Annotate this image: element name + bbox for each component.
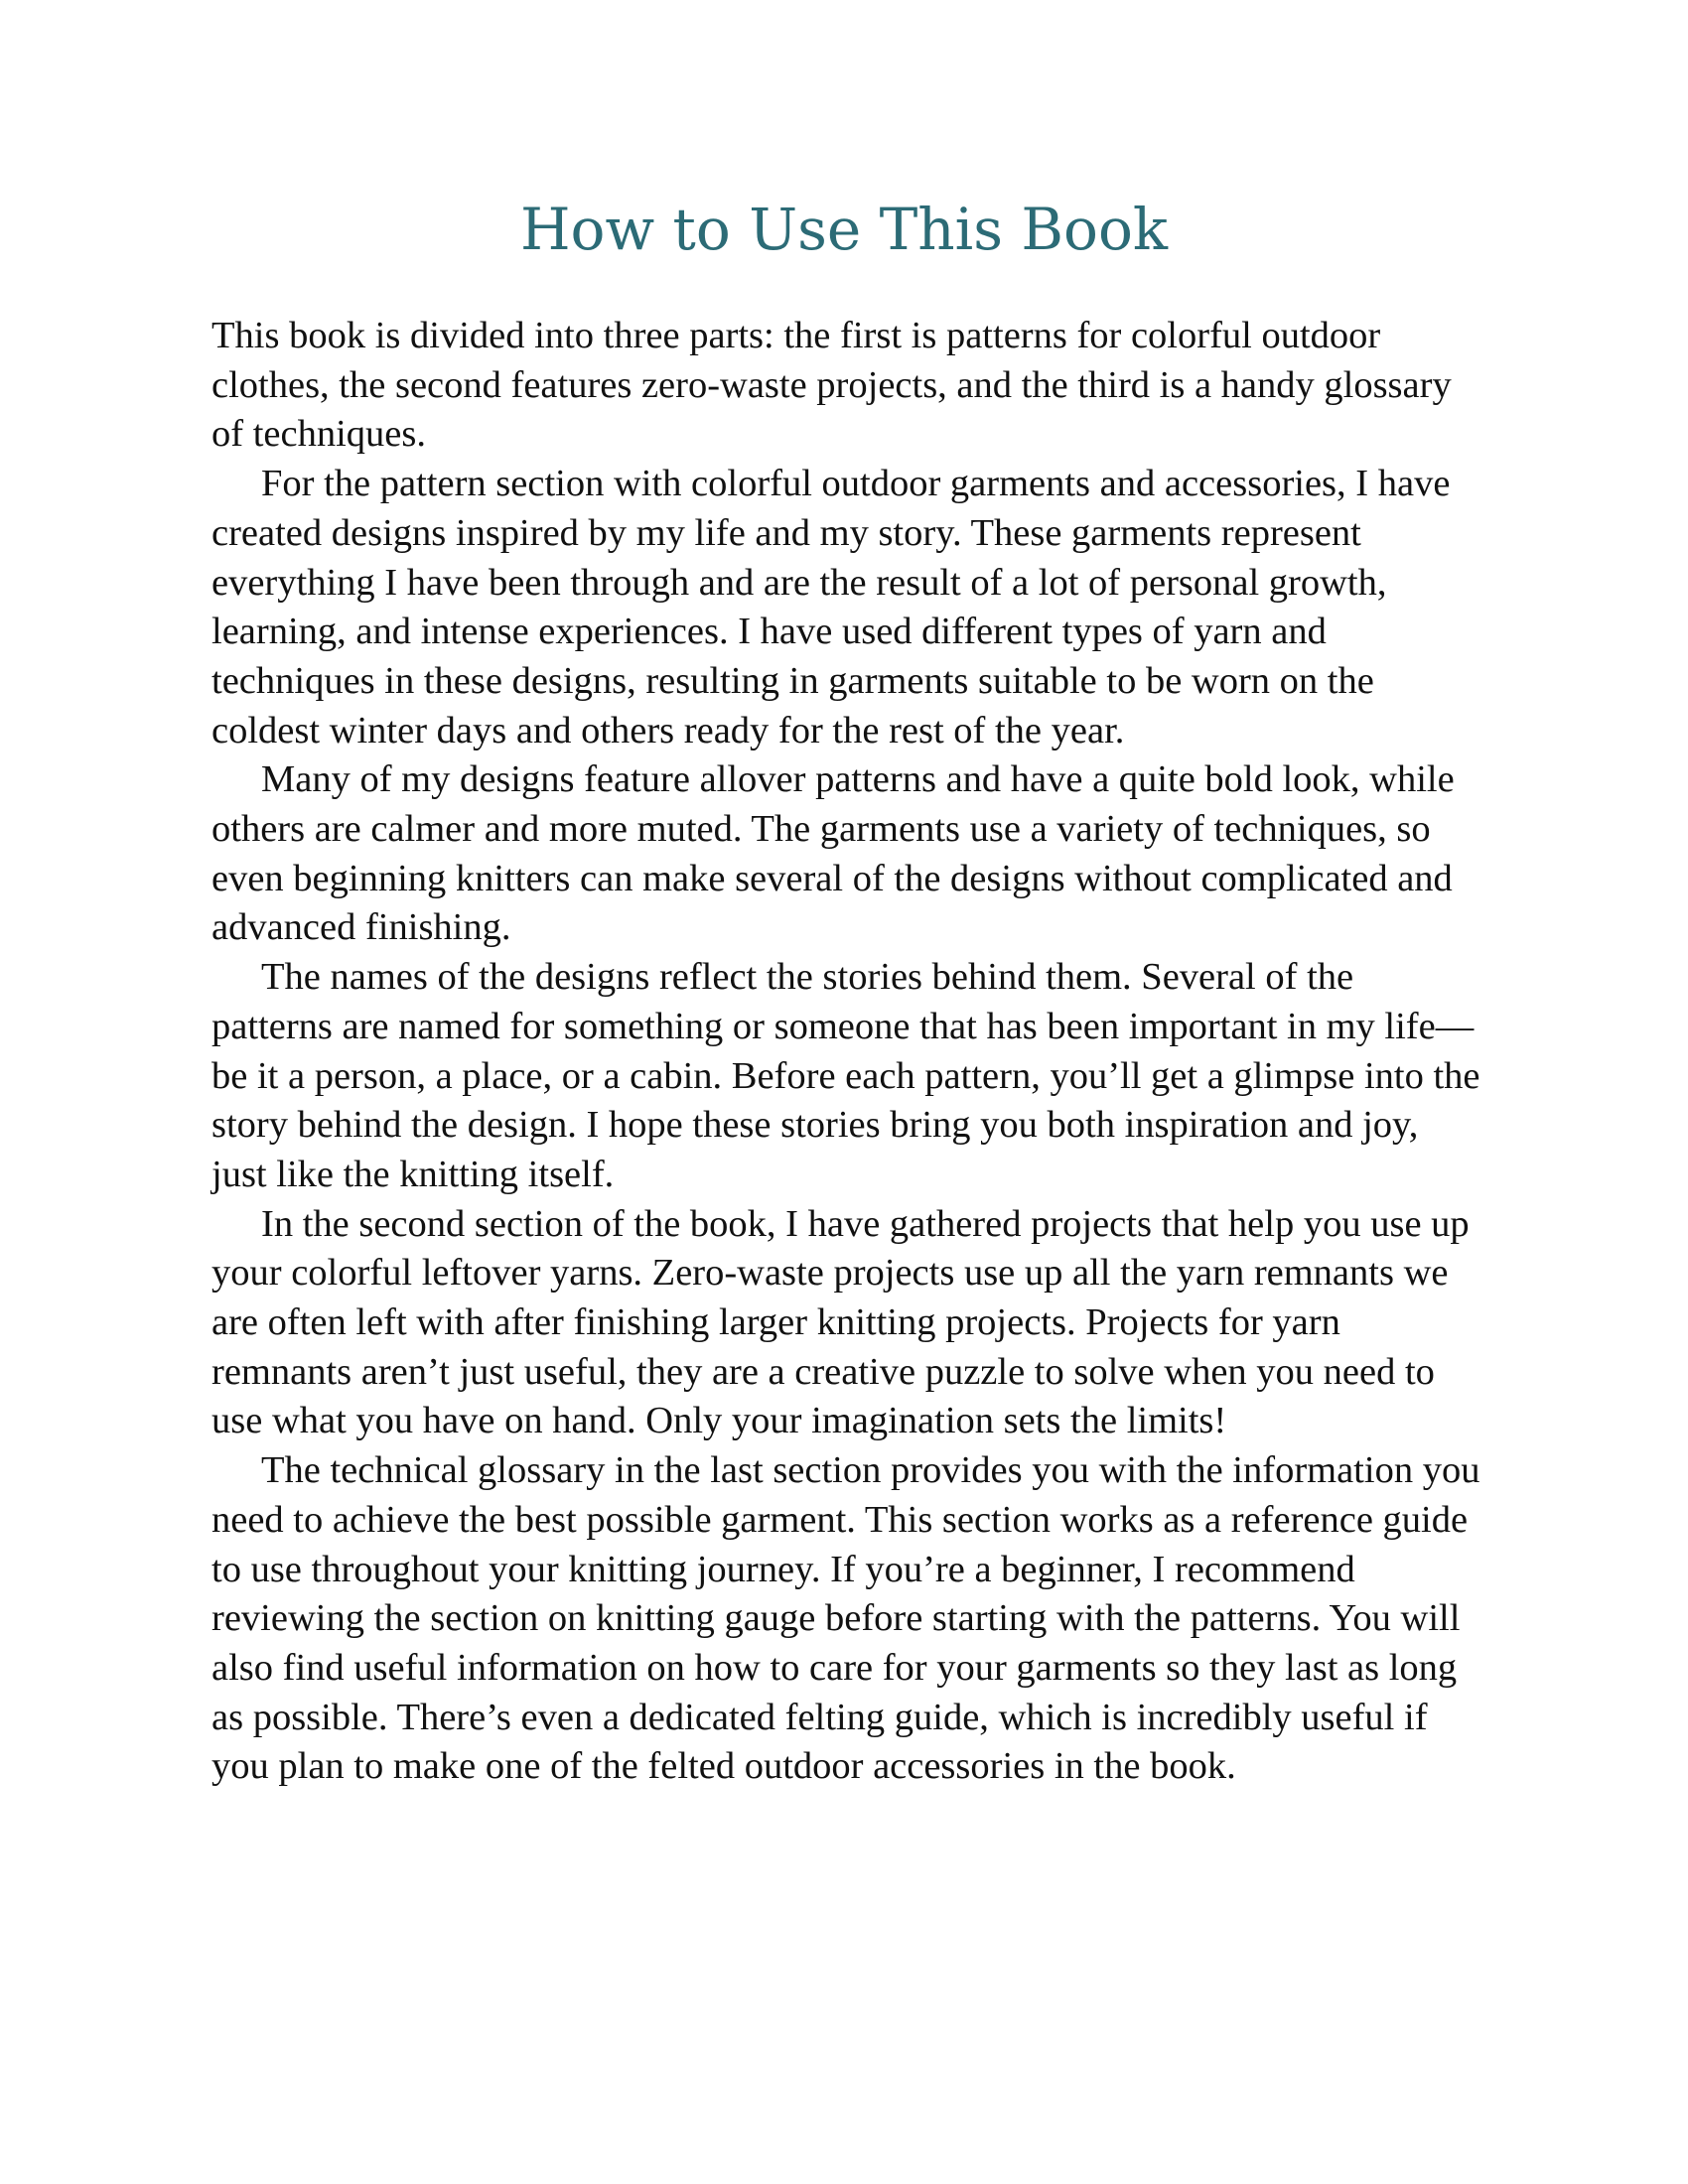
paragraph-design-styles: Many of my designs feature allover patterns and have a quite bold look, while others are calmer and more muted. The garments use a variety of techniques, so even beginning knitters can make several of the designs without complicated and advanced finishing.: [211, 758, 1455, 949]
paragraph-pattern-section: For the pattern section with colorful outdoor garments and accessories, I have created designs inspired by my life and my story. These garments represent everything I have been through and are the result of a lot of personal growth, learning, and intense experiences. I have used different types of yarn and techniques in these designs, resulting in garments suitable to be worn on the coldest winter days and others ready for the rest of the year.: [211, 463, 1451, 751]
paragraph-zero-waste: In the second section of the book, I have gathered projects that help you use up your colorful leftover yarns. Zero-waste projects use up all the yarn remnants we are often left with after finishing larger knitting projects. Projects for yarn remnants aren’t just useful, they are a creative puzzle to solve when you need to use what you have on hand. Only your imagination sets the limits!: [211, 1202, 1470, 1442]
page-title: How to Use This Book: [519, 196, 1169, 263]
body-text: [211, 312, 1482, 1792]
paragraph-intro: This book is divided into three parts: the first is patterns for colorful outdoor clothes, the second features zero-waste projects, and the third is a handy glossary of techniques.: [211, 315, 1452, 456]
paragraph-design-names: The names of the designs reflect the stories behind them. Several of the patterns are named for something or someone that has been important in my life—be it a person, a place, or a cabin. Before each pattern, you’ll get a glimpse into the story behind the design. I hope these stories bring you both inspiration and joy, just like the knitting itself.: [211, 956, 1480, 1195]
paragraph-glossary: The technical glossary in the last section provides you with the information you need to achieve the best possible garment. This section works as a reference guide to use throughout your knitting journey. If you’re a beginner, I recommend reviewing the section on knitting gauge before starting with the patterns. You will also find useful information on how to care for your garments so they last as long as possible. There’s even a dedicated felting guide, which is incredibly useful if you plan to make one of the felted outdoor accessories in the book.: [211, 1449, 1480, 1788]
